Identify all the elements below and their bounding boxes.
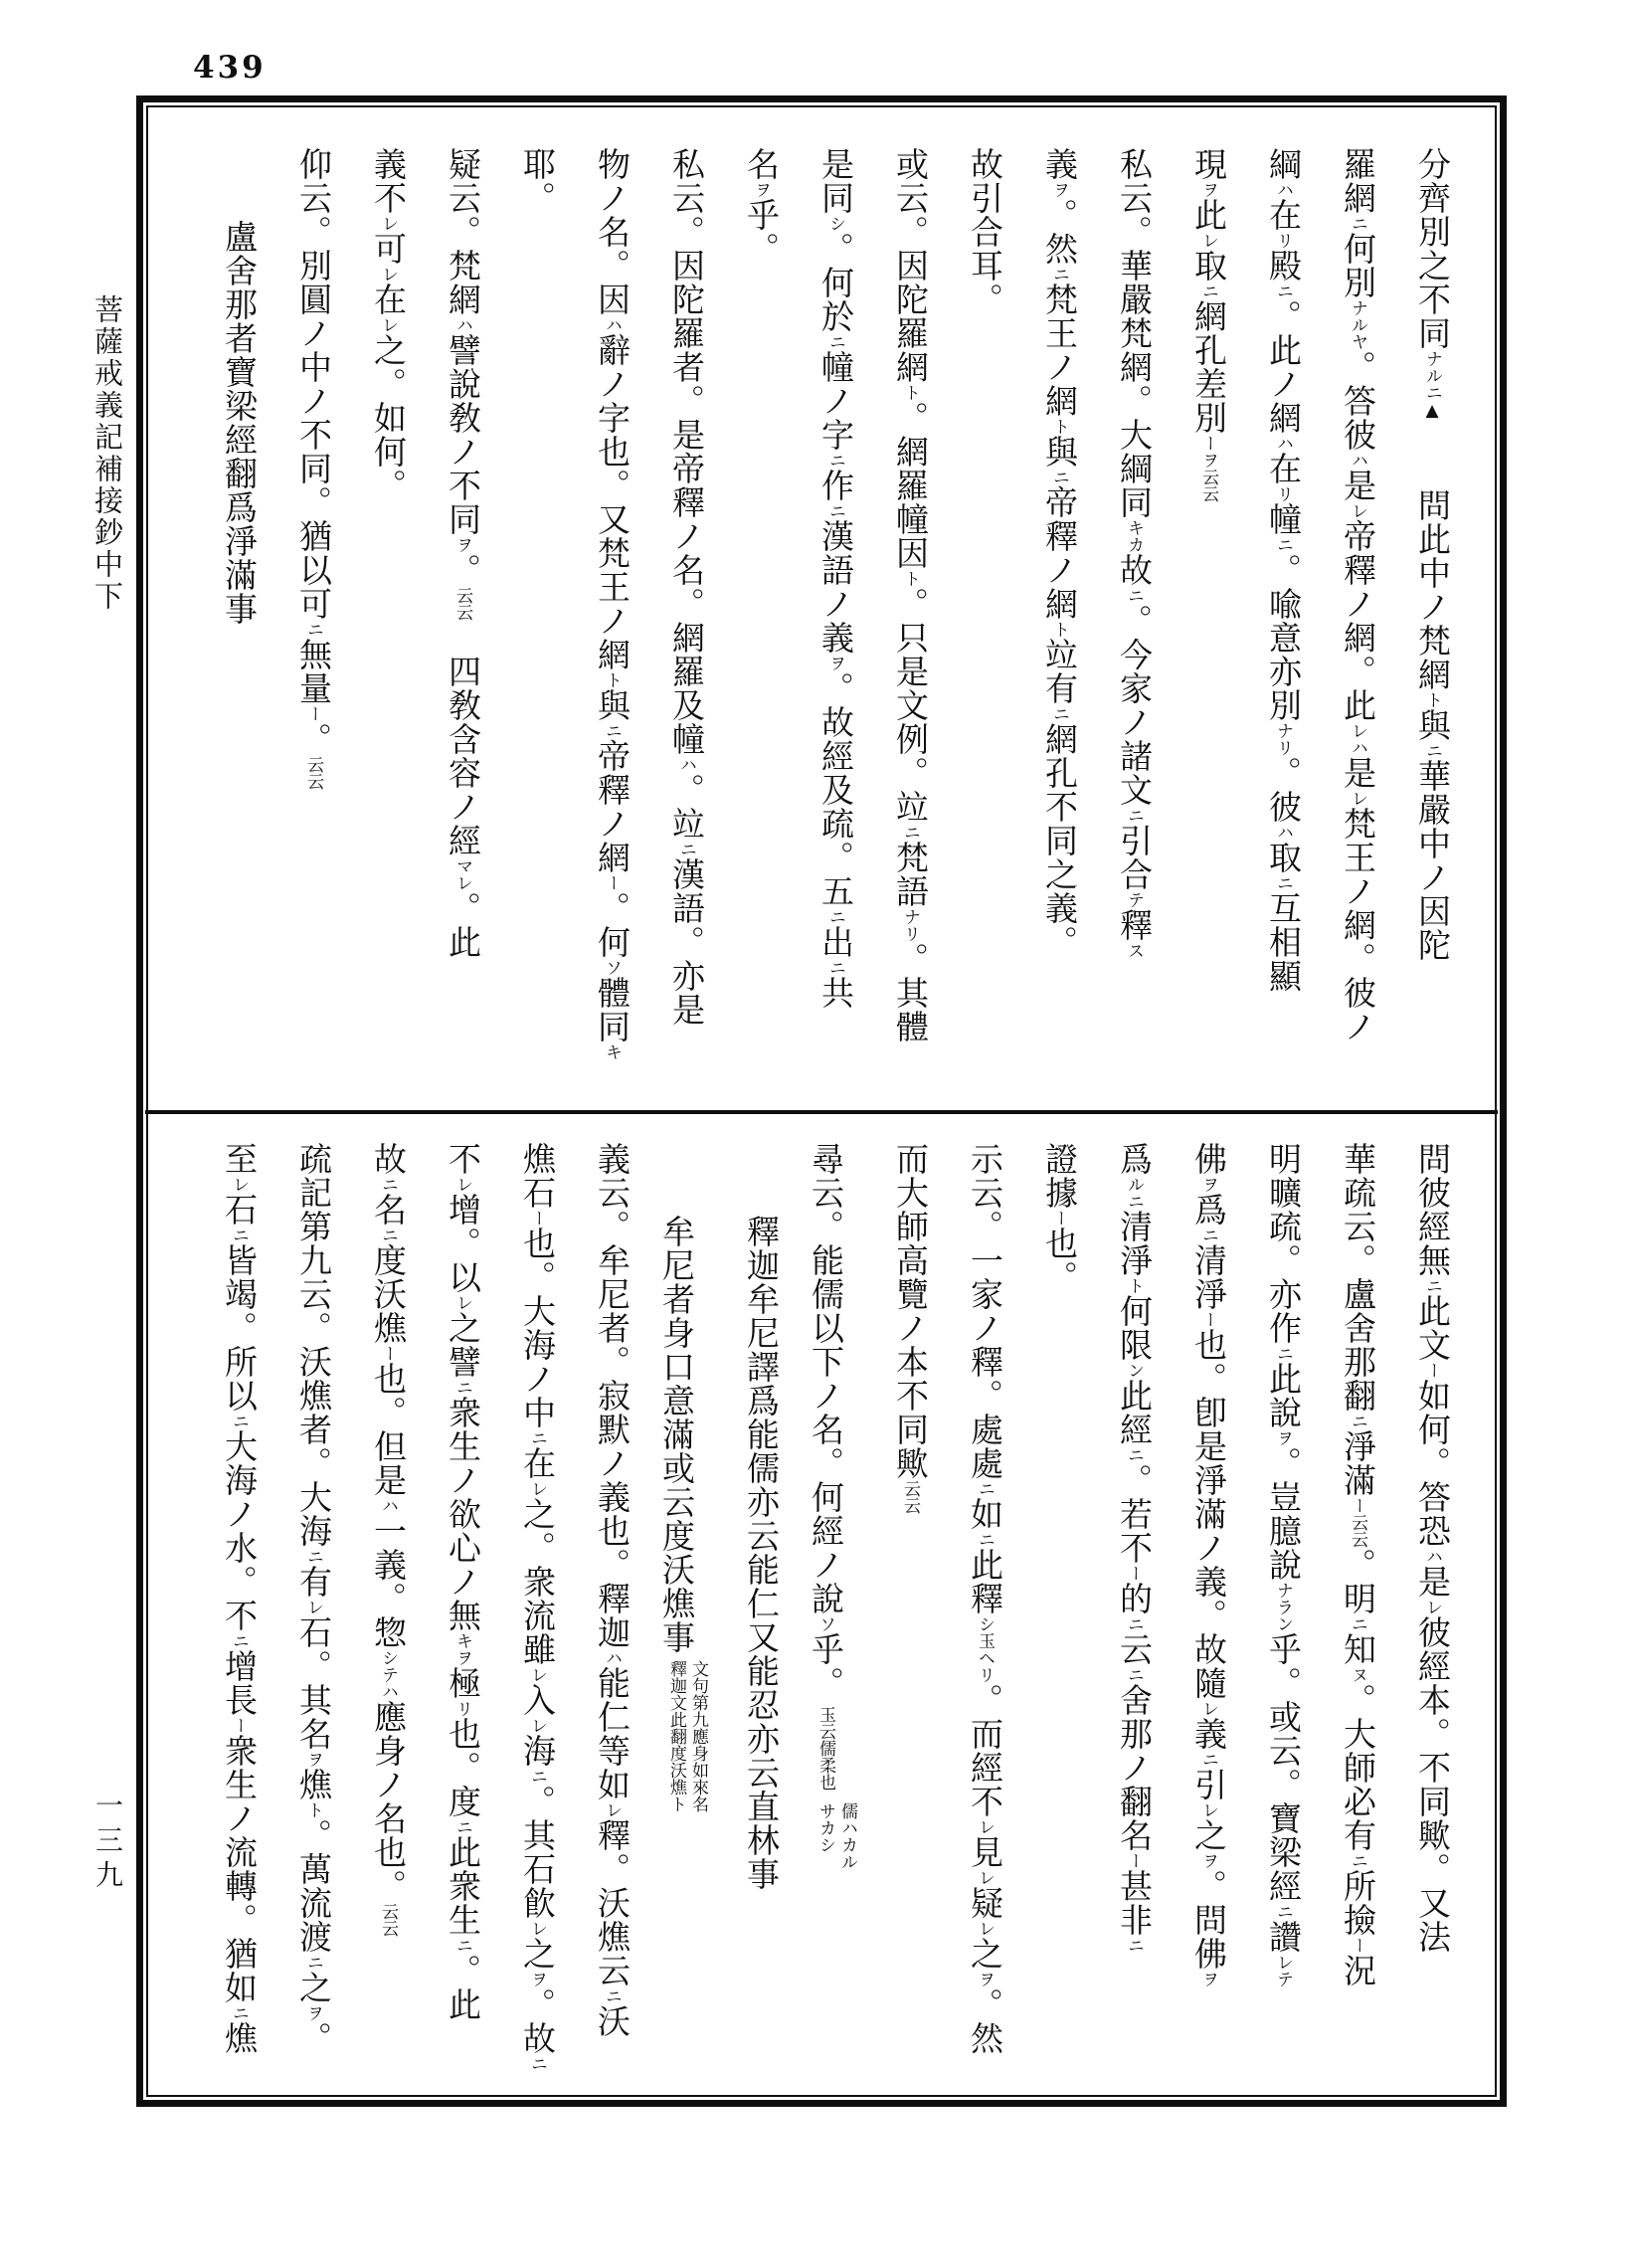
text-column: 不レ增。以レ之譬ニ衆生ノ欲心ノ無キヲ極リ也。度ニ此衆生ニ。此 — [444, 1142, 482, 2021]
text-column: 盧舍那者寶梁經翻爲淨滿事 — [220, 219, 259, 626]
interlinear-note: 文句第九應身如來名 釋迦文此翻度沃燋ト — [666, 1659, 708, 1812]
text-column: 綱ハ在リ殿ニ。此ノ網ハ在リ幢ニ。喩意亦別ナリ。彼ハ取ニ互相顯 — [1264, 147, 1303, 993]
text-frame — [136, 95, 1507, 2107]
text-column: 爲ルニ清淨ト何限ン此經ニ。若不ー的ニ云ニ舍那ノ翻名ー甚非ニ — [1115, 1142, 1154, 1954]
text-column: 現ヲ此レ取ニ網孔差別ーヲ云云 — [1189, 147, 1228, 502]
folio-number: 一三九 — [91, 1791, 124, 1895]
interlinear-note: 玉云儒柔也 — [815, 1706, 835, 1791]
text-column: 明曠疏。亦作ニ此說ヲ。豈臆說ナラン乎。或云。寶梁經ニ讚レテ — [1264, 1142, 1303, 1987]
margin-title: 菩薩戒義記補接鈔中下 — [91, 294, 124, 613]
section-divider — [145, 1110, 1498, 1114]
text-column: 華疏云。盧舍那翻ニ淨滿ー云云。明ニ知ヌ。大師必有ニ所撿ー況 — [1339, 1142, 1377, 1987]
text-column: 義云。牟尼者。寂默ノ義也。釋迦ハ能仁等如レ釋。沃燋云ニ沃 — [593, 1142, 632, 2038]
interlinear-note: 儒ハカル サカシ — [815, 1802, 857, 1870]
text-column: 私云。華嚴梵網。大綱同キカ故ニ。今家ノ諸文ニ引合テ釋ス — [1115, 147, 1154, 959]
text-column: 耶。 — [518, 147, 557, 215]
text-column: 名ヲ乎。 — [742, 147, 781, 266]
text-column: 至レ石ニ皆竭。所以ニ大海ノ水。不ニ增長ー衆生ノ流轉。猶如ニ燋 — [220, 1142, 259, 2055]
text-column: 義ヲ。然ニ梵王ノ網ト與ニ帝釋ノ網ト竝有ニ網孔不同之義。 — [1040, 147, 1079, 959]
frame-inner-rule — [146, 105, 1497, 2097]
text-column: 仰云。別圓ノ中ノ不同。猶以可ニ無量ー。云云 — [294, 147, 333, 790]
text-column: 私云。因陀羅者。是帝釋ノ名。網羅及幢ハ。竝ニ漢語。亦是 — [667, 147, 706, 1027]
bottom-text-block — [182, 1142, 1455, 2137]
text-column: 而大師高覽ノ本不同歟云云 — [891, 1142, 930, 1514]
text-column: 或云。因陀羅網ト。網羅幢因ト。只是文例。竝ニ梵語ナリ。其體 — [891, 147, 930, 1043]
text-column: 義不レ可レ在レ之。如何。 — [369, 147, 408, 502]
text-column: 故引合耳。 — [966, 147, 1004, 316]
text-column: 物ノ名。因ハ辭ノ字也。又梵王ノ網ト與ニ帝釋ノ網ー。何ソ體同キ — [593, 147, 632, 1060]
text-column: 問彼經無ニ此文ー如何。答恐ハ是レ彼經本。不同歟。又法 — [1413, 1142, 1452, 1954]
page-number: 439 — [193, 50, 267, 86]
text-column: 疑云。梵網ハ譬說敎ノ不同ヲ。云云 四敎含容ノ經マレ。此 — [444, 147, 482, 959]
text-column: 燋石ー也。大海ノ中ニ在レ之。衆流雖レ入レ海ニ。其石飮レ之ヲ。故ニ — [518, 1142, 557, 2072]
text-column: 是同シ。何於ニ幢ノ字ニ作ニ漢語ノ義ヲ。故經及疏。五ニ出ニ共 — [816, 147, 855, 1010]
text-column: 釋迦牟尼譯爲能儒亦云能仁又能忍亦云直林事 — [742, 1214, 781, 1891]
text-column: 示云。一家ノ釋。處處ニ如ニ此釋シ玉ヘリ。而經不レ見レ疑レ之ヲ。然 — [966, 1142, 1004, 2055]
text-column: 羅網ニ何別ナルヤ。答彼ハ是レ帝釋ノ網。此レハ是レ梵王ノ網。彼ノ — [1339, 147, 1377, 1043]
text-column: 疏記第九云。沃燋者。大海ニ有レ石。其名ヲ燋ト。萬流渡ニ之ヲ。 — [294, 1142, 333, 2055]
text-column: 佛ヲ爲ニ清淨ー也。卽是淨滿ノ義。故隨レ義ニ引レ之ヲ。問佛ヲ — [1189, 1142, 1228, 1987]
text-column: 故ニ名ニ度沃燋ー也。但是ハ一義。惣シテハ應身ノ名也。云云 — [369, 1142, 408, 1937]
text-column: 分齊別之不同ナルニ▲ 問此中ノ梵網ト與ニ華嚴中ノ因陀 — [1413, 147, 1452, 962]
top-text-block — [182, 147, 1455, 1102]
text-column: 尋云。能儒以下ノ名。何經ノ說ソ乎。 玉云儒柔也 儒ハカル サカシ — [807, 1142, 857, 1870]
text-column: 牟尼者身口意滿或云度沃燋事 文句第九應身如來名 釋迦文此翻度沃燋ト — [657, 1214, 708, 1812]
text-column: 證據ー也。 — [1040, 1142, 1079, 1294]
